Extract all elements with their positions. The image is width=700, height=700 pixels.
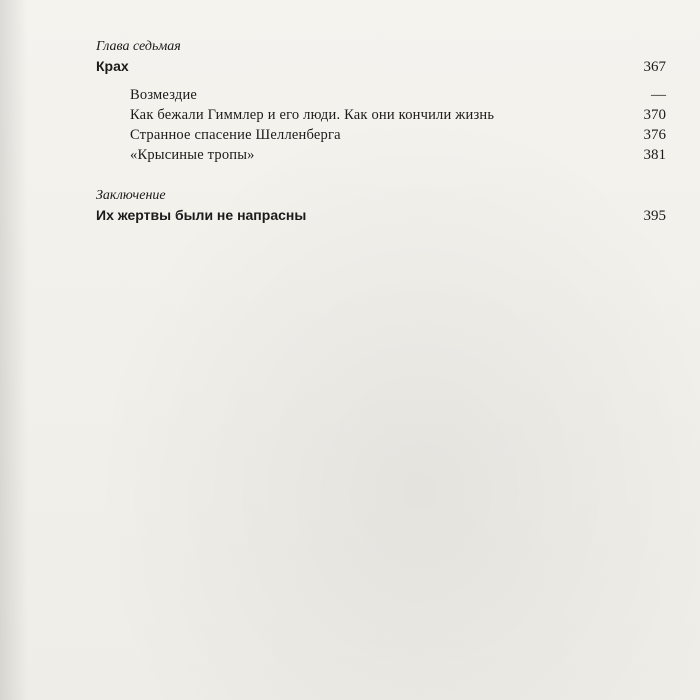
- section-gap: [96, 179, 666, 187]
- page-spine-shadow: [0, 0, 28, 700]
- conclusion-section: [96, 187, 666, 226]
- toc-entry: [130, 85, 666, 105]
- conclusion-label: Заключение: [96, 188, 166, 203]
- conclusion-title: Их жертвы были не напрасны: [96, 207, 307, 223]
- chapter-subsections: [130, 85, 666, 165]
- chapter-label: Глава седьмая: [96, 39, 181, 54]
- toc-entry-text: Как бежали Гиммлер и его люди. Как они кончили жизнь: [130, 107, 495, 123]
- toc-entry: [130, 105, 666, 125]
- toc-entry: [130, 125, 666, 145]
- toc-entry-page: —: [651, 87, 666, 103]
- table-of-contents: [96, 38, 666, 240]
- chapter-title: Крах: [96, 58, 129, 74]
- chapter-title-row: [96, 56, 666, 77]
- toc-entry-page: 381: [643, 147, 666, 163]
- chapter-seven-section: [96, 38, 666, 165]
- toc-entry-page: 376: [643, 127, 666, 143]
- conclusion-page-number: 395: [643, 208, 666, 224]
- toc-entry-text: «Крысиные тропы»: [130, 147, 255, 163]
- toc-entry-text: Возмездие: [130, 87, 198, 103]
- toc-entry-text: Странное спасение Шелленберга: [130, 127, 341, 143]
- conclusion-title-row: [96, 205, 666, 226]
- chapter-page-number: 367: [643, 59, 666, 75]
- toc-entry-page: 370: [643, 107, 666, 123]
- toc-entry: [130, 145, 666, 165]
